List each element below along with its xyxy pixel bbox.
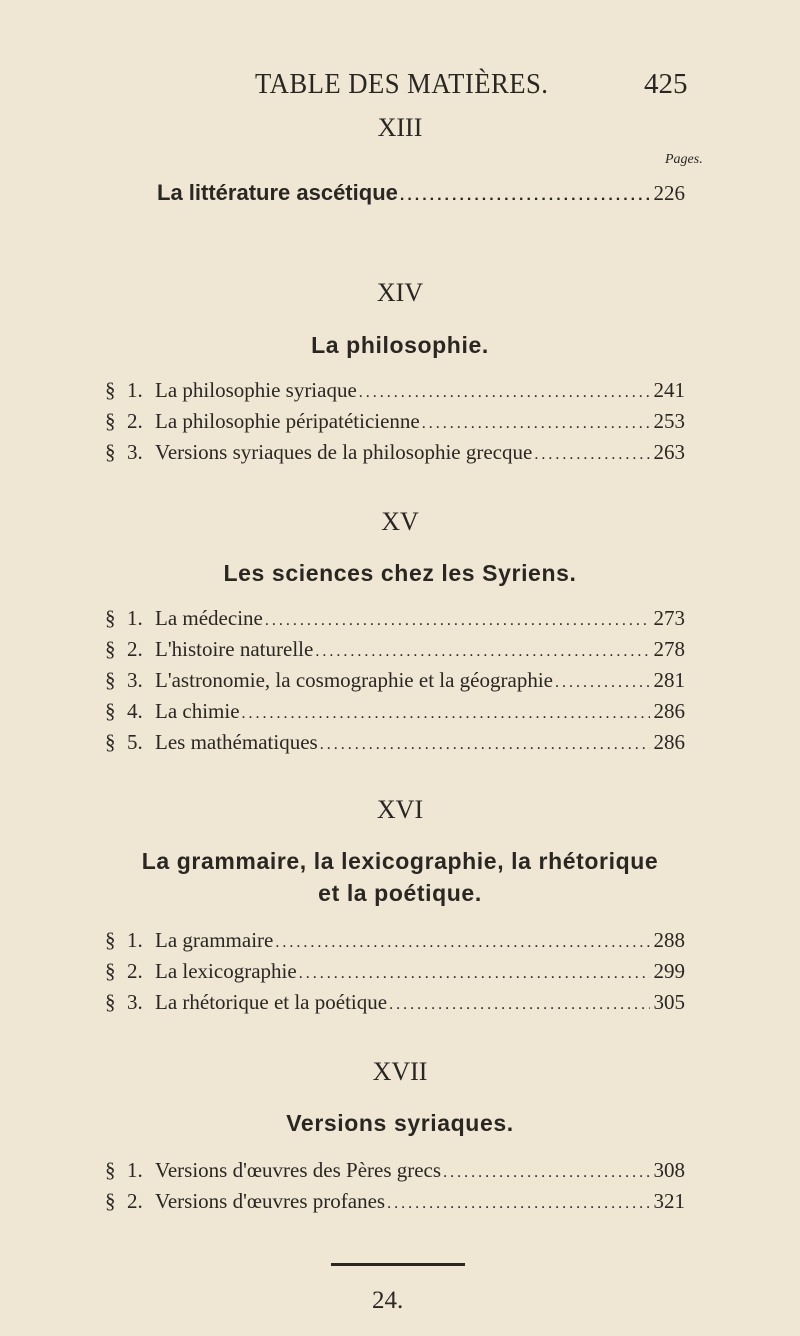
section-sign: § — [105, 1158, 116, 1182]
section-title: La rhétorique et la poétique — [155, 990, 388, 1014]
leader-dots — [400, 187, 650, 205]
chapter-title: Les sciences chez les Syriens. — [223, 560, 577, 586]
section-number: 1. — [127, 928, 143, 952]
section-number: 3. — [127, 668, 143, 692]
leader-dots — [534, 446, 649, 464]
page-ref: 241 — [653, 378, 685, 402]
toc-entry[interactable] — [105, 668, 685, 698]
toc-entry[interactable] — [105, 378, 685, 408]
leader-dots — [387, 1195, 649, 1213]
section-title: Versions d'œuvres des Pères grecs — [155, 1158, 442, 1182]
section-title: L'astronomie, la cosmographie et la géographie — [155, 668, 553, 692]
section-sign: § — [105, 378, 116, 402]
page-ref: 226 — [653, 181, 685, 205]
section-number: 2. — [127, 959, 143, 983]
section-sign: § — [105, 637, 116, 661]
section-sign: § — [105, 699, 116, 723]
toc-entry[interactable] — [105, 928, 685, 958]
page-ref: 263 — [653, 440, 685, 464]
section-title: La philosophie syriaque — [155, 378, 357, 402]
toc-entry[interactable] — [105, 606, 685, 636]
leader-dots — [320, 736, 650, 754]
section-title: La grammaire — [155, 928, 274, 952]
section-title: La philosophie péripatéticienne — [155, 409, 420, 433]
leader-dots — [359, 384, 650, 402]
page-ref: 286 — [653, 730, 685, 754]
page-ref: 305 — [653, 990, 685, 1014]
chapter-numeral: XIII — [377, 113, 423, 142]
page-ref: 286 — [653, 699, 685, 723]
section-number: 2. — [127, 637, 143, 661]
chapter-numeral: XV — [381, 507, 419, 536]
toc-entry[interactable] — [105, 409, 685, 439]
section-title: L'histoire naturelle — [155, 637, 314, 661]
section-number: 3. — [127, 990, 143, 1014]
leader-dots — [265, 612, 650, 630]
toc-entry[interactable] — [105, 1189, 685, 1219]
section-title: La médecine — [155, 606, 263, 630]
header-title: TABLE DES MATIÈRES. — [255, 68, 549, 100]
section-title: Versions syriaques de la philosophie grecque — [155, 440, 533, 464]
section-number: 3. — [127, 440, 143, 464]
page-ref: 321 — [653, 1189, 685, 1213]
section-sign: § — [105, 409, 116, 433]
page-ref: 273 — [653, 606, 685, 630]
section-sign: § — [105, 959, 116, 983]
section-sign: § — [105, 440, 116, 464]
chapter-numeral: XVII — [372, 1057, 428, 1086]
section-number: 4. — [127, 699, 143, 723]
section-sign: § — [105, 928, 116, 952]
section-number: 1. — [127, 1158, 143, 1182]
leader-dots — [275, 934, 649, 952]
section-number: 1. — [127, 606, 143, 630]
chapter-title: La philosophie. — [311, 332, 489, 358]
toc-entry[interactable] — [105, 730, 685, 760]
section-sign: § — [105, 1189, 116, 1213]
toc-entry[interactable] — [105, 637, 685, 667]
chapter-title-row[interactable] — [157, 180, 685, 210]
section-number: 1. — [127, 378, 143, 402]
chapter-title-line1: La grammaire, la lexicographie, la rhétorique — [141, 848, 659, 874]
chapter-title-line2: et la poétique. — [318, 880, 482, 906]
toc-entry[interactable] — [105, 1158, 685, 1188]
header-page-number: 425 — [644, 68, 688, 100]
section-number: 2. — [127, 409, 143, 433]
page-ref: 288 — [653, 928, 685, 952]
leader-dots — [555, 674, 650, 692]
page-ref: 278 — [653, 637, 685, 661]
leader-dots — [299, 965, 650, 983]
section-sign: § — [105, 668, 116, 692]
leader-dots — [443, 1164, 649, 1182]
toc-entry[interactable] — [105, 959, 685, 989]
signature-mark: 24. — [372, 1287, 404, 1314]
chapter-numeral: XIV — [376, 278, 424, 307]
page-ref: 308 — [653, 1158, 685, 1182]
section-sign: § — [105, 606, 116, 630]
section-number: 2. — [127, 1189, 143, 1213]
section-title: Les mathématiques — [155, 730, 318, 754]
toc-entry[interactable] — [105, 699, 685, 729]
chapter-title: Versions syriaques. — [286, 1110, 514, 1136]
section-title: Versions d'œuvres profanes — [155, 1189, 386, 1213]
chapter-title: La littérature ascétique — [157, 180, 398, 205]
chapter-numeral: XVI — [376, 795, 424, 824]
running-header — [0, 68, 800, 108]
leader-dots — [242, 705, 650, 723]
leader-dots — [389, 996, 649, 1014]
page-ref: 299 — [653, 959, 685, 983]
section-title: La chimie — [155, 699, 240, 723]
page-ref: 253 — [653, 409, 685, 433]
page-ref: 281 — [653, 668, 685, 692]
toc-entry[interactable] — [105, 440, 685, 470]
section-sign: § — [105, 990, 116, 1014]
toc-entry[interactable] — [105, 990, 685, 1020]
section-number: 5. — [127, 730, 143, 754]
section-title: La lexicographie — [155, 959, 297, 983]
section-sign: § — [105, 730, 116, 754]
pages-column-label: Pages. — [665, 152, 703, 167]
leader-dots — [315, 643, 649, 661]
footer-rule — [331, 1263, 465, 1266]
leader-dots — [422, 415, 650, 433]
